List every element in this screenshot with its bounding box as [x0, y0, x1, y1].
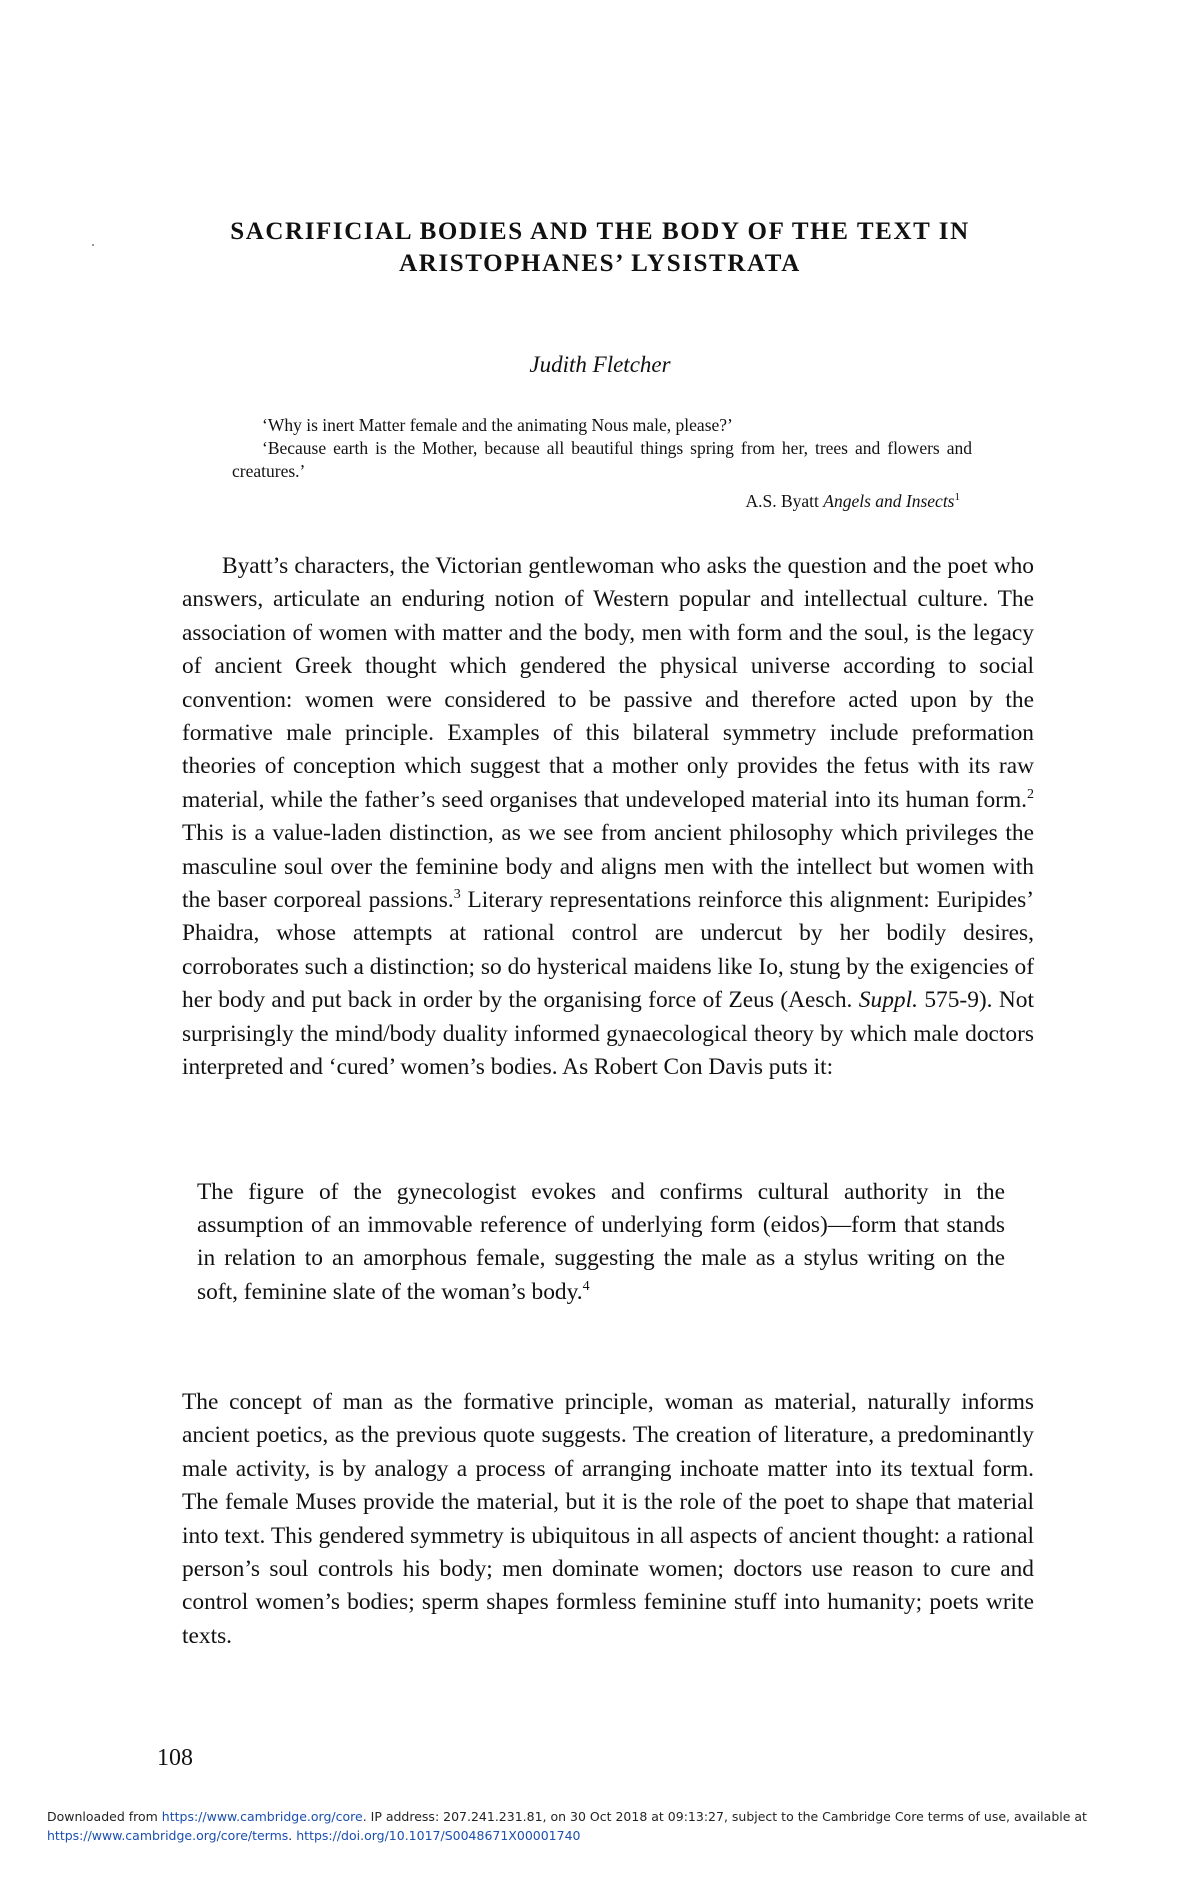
page-number: 108: [157, 1745, 193, 1771]
paragraph-1-text-c: Literary representations reinforce this alignment: Euripides’ Phaidra, whose attempts at rational control are undercut by her bodily desires, corroborates such a distinction; so do hysterical maidens like Io, stung by the exigencies of her body and put back in order by the organising force of Zeus (Aesch.: [182, 887, 1035, 1014]
citation-suppl: Suppl.: [858, 987, 918, 1014]
block-quote-text: The figure of the gynecologist evokes and confirms cultural authority in the assumption of an immovable reference of underlying form (eidos)—form that stands in relation to an amorphous female, suggesting the male as a stylus writing on the soft, feminine slate of the woman’s body.: [197, 1179, 1005, 1305]
epigraph-line-2: ‘Because earth is the Mother, because all beautiful things spring from her, trees and flowers and creatures.’: [232, 438, 972, 481]
footnote-ref-2[interactable]: 2: [1027, 787, 1034, 803]
epigraph: [232, 414, 972, 513]
footnote-ref-3[interactable]: 3: [453, 887, 461, 903]
footer-text-1: . IP address: 207.241.231.81, on 30 Oct 2018 at 09:13:27, subject to the Cambridge Core terms of use, available at: [362, 1809, 1087, 1824]
body-paragraph-1: [182, 550, 1034, 1085]
block-quote: [197, 1176, 1005, 1309]
title-line-2: ARISTOPHANES’ LYSISTRATA: [399, 250, 801, 277]
title-line-1: SACRIFICIAL BODIES AND THE BODY OF THE TEXT IN: [230, 218, 970, 245]
paragraph-1-text-d: 575-9). Not surprisingly the mind/body duality informed gynaecological theory by which male doctors interpreted and ‘cured’ women’s bodies. As Robert Con Davis puts it:: [182, 987, 1035, 1081]
epigraph-source-author: A.S. Byatt: [745, 490, 819, 511]
paragraph-1-text-b: This is a value-laden distinction, as we see from ancient philosophy which privileges the masculine soul over the feminine body and aligns men with the intellect but women with the baser corporeal passions.: [182, 820, 1034, 914]
footer-link-doi[interactable]: https://doi.org/10.1017/S0048671X00001740: [296, 1828, 581, 1843]
article-title: [160, 216, 1040, 280]
scan-speck: [92, 244, 94, 246]
footer-link-core[interactable]: https://www.cambridge.org/core: [161, 1809, 363, 1824]
epigraph-line-1: ‘Why is inert Matter female and the animating Nous male, please?’: [262, 415, 733, 435]
footer-link-terms[interactable]: https://www.cambridge.org/core/terms: [47, 1828, 289, 1843]
epigraph-source: [232, 486, 972, 513]
footer-text-2: .: [288, 1828, 297, 1843]
footnote-ref-1[interactable]: 1: [954, 491, 960, 503]
epigraph-source-work: Angels and Insects: [823, 490, 955, 511]
footnote-ref-4[interactable]: 4: [582, 1278, 590, 1294]
author-name: Judith Fletcher: [529, 352, 671, 377]
body-paragraph-2: The concept of man as the formative principle, woman as material, naturally informs ancient poetics, as the previous quote suggests. The creation of literature, a predominantly male activity, is by analogy a process of arranging inchoate matter into its textual form. The female Muses provide the material, but it is the role of the poet to shape that material into text. This gendered symmetry is ubiquitous in all aspects of ancient thought: a rational person’s soul controls his body; men dominate women; doctors use reason to cure and control women’s bodies; sperm shapes formless feminine stuff into humanity; poets write texts.: [182, 1389, 1034, 1649]
paragraph-1-text-a: Byatt’s characters, the Victorian gentlewoman who asks the question and the poet who answers, articulate an enduring notion of Western popular and intellectual culture. The association of women with matter and the body, men with form and the soul, is the legacy of ancient Greek thought which gendered the physical universe according to social convention: women were considered to be passive and therefore acted upon by the formative male principle. Examples of this bilateral symmetry include preformation theories of conception which suggest that a mother only provides the fetus with its raw material, while the father’s seed organises that undeveloped material into its human form.: [182, 553, 1034, 813]
download-footer: [47, 1807, 1167, 1845]
footer-prefix: Downloaded from: [47, 1809, 162, 1824]
